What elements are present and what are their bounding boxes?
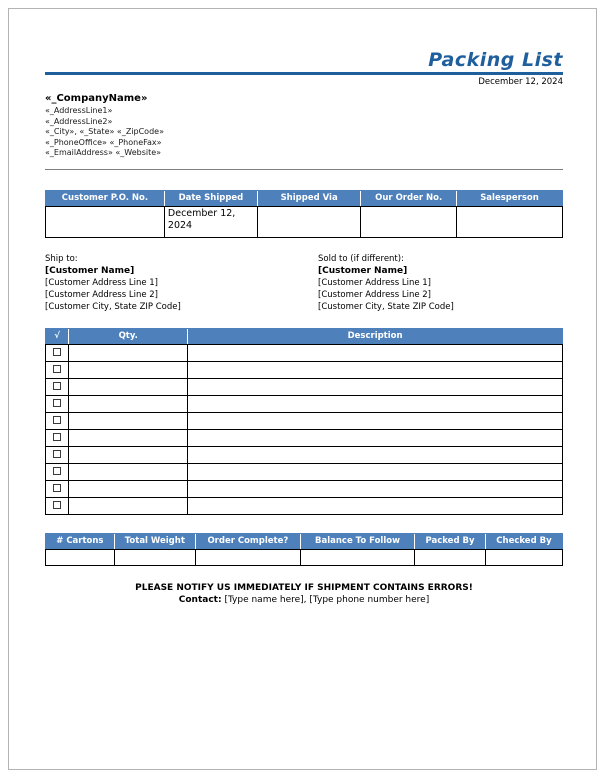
item-qty-cell[interactable]	[69, 361, 188, 378]
section-divider	[45, 169, 563, 170]
contact-label: Contact:	[178, 594, 222, 605]
item-description-cell[interactable]	[188, 412, 563, 429]
item-row	[46, 395, 563, 412]
item-row	[46, 480, 563, 497]
document-content	[45, 9, 563, 606]
company-address2-field[interactable]: «_AddressLine2»	[45, 116, 113, 126]
shipping-table-header-row	[46, 533, 563, 549]
item-check-cell[interactable]	[46, 378, 69, 395]
title-divider	[45, 72, 563, 75]
order-complete-cell[interactable]	[195, 549, 300, 565]
item-check-cell[interactable]	[46, 361, 69, 378]
item-row	[46, 463, 563, 480]
checkbox-icon[interactable]	[53, 467, 61, 475]
header-our-order-no: Our Order No.	[361, 190, 457, 206]
ship-to-label: Ship to:	[45, 253, 78, 264]
checkbox-icon[interactable]	[53, 433, 61, 441]
ship-to-address1-field[interactable]: [Customer Address Line 1]	[45, 277, 158, 288]
checkbox-icon[interactable]	[53, 484, 61, 492]
company-name-field[interactable]: «_CompanyName»	[45, 93, 148, 104]
item-check-cell[interactable]	[46, 497, 69, 514]
ship-to-city-field[interactable]: [Customer City, State ZIP Code]	[45, 301, 181, 312]
company-address1-field[interactable]: «_AddressLine1»	[45, 106, 113, 115]
item-check-cell[interactable]	[46, 446, 69, 463]
header-date-shipped: Date Shipped	[164, 190, 257, 206]
item-qty-cell[interactable]	[69, 378, 188, 395]
header-packed-by: Packed By	[415, 533, 486, 549]
item-description-cell[interactable]	[188, 463, 563, 480]
item-description-cell[interactable]	[188, 429, 563, 446]
sold-to-name-field[interactable]: [Customer Name]	[318, 265, 408, 276]
ship-to-block	[45, 253, 304, 313]
sold-to-address1-field[interactable]: [Customer Address Line 1]	[318, 277, 431, 288]
item-qty-cell[interactable]	[69, 429, 188, 446]
checkbox-icon[interactable]	[53, 399, 61, 407]
sold-to-block	[304, 253, 563, 313]
item-qty-cell[interactable]	[69, 480, 188, 497]
item-description-cell[interactable]	[188, 446, 563, 463]
item-row	[46, 361, 563, 378]
ship-to-name-field[interactable]: [Customer Name]	[45, 265, 135, 276]
shipping-table-data-row	[46, 549, 563, 565]
customer-po-cell[interactable]	[46, 206, 165, 237]
checkbox-icon[interactable]	[53, 416, 61, 424]
page-title: Packing List	[428, 49, 563, 71]
item-description-cell[interactable]	[188, 378, 563, 395]
sold-to-city-field[interactable]: [Customer City, State ZIP Code]	[318, 301, 454, 312]
order-table-header-row	[46, 190, 563, 206]
our-order-no-cell[interactable]	[361, 206, 457, 237]
cartons-cell[interactable]	[46, 549, 115, 565]
error-notice: PLEASE NOTIFY US IMMEDIATELY IF SHIPMENT CONTAINS ERRORS!	[135, 582, 473, 593]
shipping-summary-table	[45, 533, 563, 566]
header-total-weight: Total Weight	[114, 533, 195, 549]
shipped-via-cell[interactable]	[257, 206, 360, 237]
item-row	[46, 344, 563, 361]
items-table	[45, 328, 563, 515]
balance-to-follow-cell[interactable]	[300, 549, 414, 565]
item-row	[46, 446, 563, 463]
item-qty-cell[interactable]	[69, 344, 188, 361]
checkbox-icon[interactable]	[53, 501, 61, 509]
item-description-cell[interactable]	[188, 497, 563, 514]
company-phone-fax-field[interactable]: «_PhoneOffice» «_PhoneFax»	[45, 137, 162, 147]
item-qty-cell[interactable]	[69, 463, 188, 480]
item-row	[46, 429, 563, 446]
document-date: December 12, 2024	[478, 77, 563, 87]
checkbox-icon[interactable]	[53, 450, 61, 458]
header-cartons: # Cartons	[46, 533, 115, 549]
header-description: Description	[188, 328, 563, 344]
sold-to-label: Sold to (if different):	[318, 253, 404, 264]
header-balance-to-follow: Balance To Follow	[300, 533, 414, 549]
total-weight-cell[interactable]	[114, 549, 195, 565]
item-row	[46, 497, 563, 514]
checked-by-cell[interactable]	[485, 549, 562, 565]
item-description-cell[interactable]	[188, 361, 563, 378]
item-qty-cell[interactable]	[69, 497, 188, 514]
item-check-cell[interactable]	[46, 480, 69, 497]
item-check-cell[interactable]	[46, 463, 69, 480]
order-table-data-row	[46, 206, 563, 237]
item-qty-cell[interactable]	[69, 446, 188, 463]
item-check-cell[interactable]	[46, 344, 69, 361]
header-check-icon: √	[46, 328, 69, 344]
company-block	[45, 92, 563, 159]
header-checked-by: Checked By	[485, 533, 562, 549]
packed-by-cell[interactable]	[415, 549, 486, 565]
checkbox-icon[interactable]	[53, 365, 61, 373]
items-table-header-row	[46, 328, 563, 344]
checkbox-icon[interactable]	[53, 348, 61, 356]
sold-to-address2-field[interactable]: [Customer Address Line 2]	[318, 289, 431, 300]
items-table-body	[46, 344, 563, 514]
ship-to-address2-field[interactable]: [Customer Address Line 2]	[45, 289, 158, 300]
order-info-table	[45, 190, 563, 238]
document-header	[45, 49, 563, 88]
item-description-cell[interactable]	[188, 344, 563, 361]
addresses-section	[45, 253, 563, 313]
date-shipped-cell[interactable]: December 12, 2024	[164, 206, 257, 237]
document-page	[8, 8, 597, 770]
item-qty-cell[interactable]	[69, 412, 188, 429]
header-shipped-via: Shipped Via	[257, 190, 360, 206]
item-qty-cell[interactable]	[69, 395, 188, 412]
item-check-cell[interactable]	[46, 412, 69, 429]
contact-value-field[interactable]: [Type name here], [Type phone number here]	[221, 594, 430, 605]
header-salesperson: Salesperson	[456, 190, 562, 206]
item-description-cell[interactable]	[188, 480, 563, 497]
header-order-complete: Order Complete?	[195, 533, 300, 549]
header-qty: Qty.	[69, 328, 188, 344]
header-customer-po: Customer P.O. No.	[46, 190, 165, 206]
checkbox-icon[interactable]	[53, 382, 61, 390]
item-check-cell[interactable]	[46, 395, 69, 412]
item-check-cell[interactable]	[46, 429, 69, 446]
salesperson-cell[interactable]	[456, 206, 562, 237]
contact-line	[45, 594, 563, 606]
item-description-cell[interactable]	[188, 395, 563, 412]
company-email-website-field[interactable]: «_EmailAddress» «_Website»	[45, 148, 162, 157]
item-row	[46, 412, 563, 429]
item-row	[46, 378, 563, 395]
company-city-state-zip-field[interactable]: «_City», «_State» «_ZipCode»	[45, 127, 164, 136]
